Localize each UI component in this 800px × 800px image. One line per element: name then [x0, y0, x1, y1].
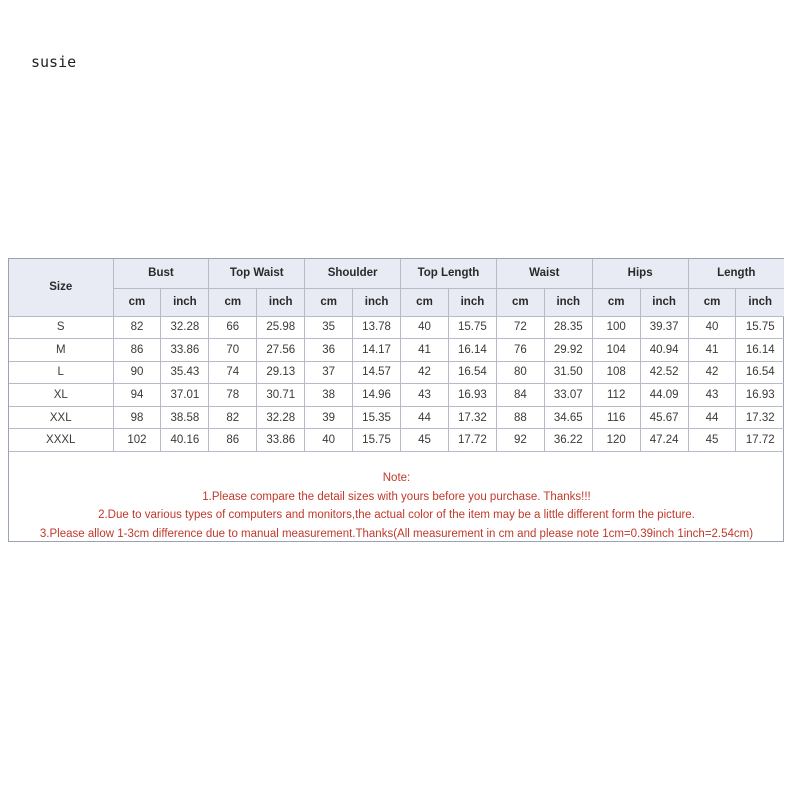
measurement-cell: 14.96 [353, 384, 401, 407]
measurement-cell: 33.07 [544, 384, 592, 407]
unit-header: inch [544, 288, 592, 316]
measurement-cell: 44 [688, 406, 736, 429]
group-header: Bust [113, 259, 209, 288]
measurement-cell: 15.75 [736, 316, 784, 339]
measurement-cell: 16.54 [448, 361, 496, 384]
measurement-cell: 43 [401, 384, 449, 407]
measurement-cell: 16.93 [736, 384, 784, 407]
measurement-cell: 13.78 [353, 316, 401, 339]
measurement-cell: 30.71 [257, 384, 305, 407]
measurement-cell: 36 [305, 339, 353, 362]
measurement-cell: 17.72 [736, 429, 784, 452]
measurement-cell: 38 [305, 384, 353, 407]
measurement-cell: 76 [496, 339, 544, 362]
measurement-cell: 35 [305, 316, 353, 339]
unit-header: inch [448, 288, 496, 316]
measurement-cell: 45 [401, 429, 449, 452]
measurement-cell: 102 [113, 429, 161, 452]
measurement-cell: 15.75 [448, 316, 496, 339]
size-cell: M [9, 339, 113, 362]
measurement-cell: 70 [209, 339, 257, 362]
measurement-cell: 45 [688, 429, 736, 452]
group-header: Top Length [401, 259, 497, 288]
notes [9, 469, 784, 543]
size-cell: S [9, 316, 113, 339]
measurement-cell: 31.50 [544, 361, 592, 384]
measurement-cell: 116 [592, 406, 640, 429]
size-cell: L [9, 361, 113, 384]
measurement-cell: 14.17 [353, 339, 401, 362]
measurement-cell: 28.35 [544, 316, 592, 339]
measurement-cell: 33.86 [161, 339, 209, 362]
measurement-cell: 27.56 [257, 339, 305, 362]
measurement-cell: 94 [113, 384, 161, 407]
measurement-cell: 108 [592, 361, 640, 384]
size-cell: XL [9, 384, 113, 407]
measurement-cell: 32.28 [161, 316, 209, 339]
measurement-cell: 40 [688, 316, 736, 339]
measurement-cell: 29.13 [257, 361, 305, 384]
measurement-cell: 104 [592, 339, 640, 362]
size-table [9, 259, 784, 452]
measurement-cell: 40.16 [161, 429, 209, 452]
unit-header: inch [257, 288, 305, 316]
table-row [9, 384, 784, 407]
unit-header: inch [640, 288, 688, 316]
measurement-cell: 42.52 [640, 361, 688, 384]
group-header: Length [688, 259, 784, 288]
measurement-cell: 78 [209, 384, 257, 407]
measurement-cell: 16.54 [736, 361, 784, 384]
measurement-cell: 43 [688, 384, 736, 407]
table-row [9, 339, 784, 362]
unit-header: cm [496, 288, 544, 316]
measurement-cell: 39.37 [640, 316, 688, 339]
measurement-cell: 47.24 [640, 429, 688, 452]
group-header: Hips [592, 259, 688, 288]
measurement-cell: 14.57 [353, 361, 401, 384]
unit-header: cm [592, 288, 640, 316]
unit-header: cm [305, 288, 353, 316]
table-row [9, 361, 784, 384]
measurement-cell: 74 [209, 361, 257, 384]
measurement-cell: 112 [592, 384, 640, 407]
measurement-cell: 35.43 [161, 361, 209, 384]
measurement-cell: 39 [305, 406, 353, 429]
measurement-cell: 37 [305, 361, 353, 384]
note-line: 1.Please compare the detail sizes with yours before you purchase. Thanks!!! [202, 490, 591, 503]
measurement-cell: 17.32 [448, 406, 496, 429]
table-row [9, 406, 784, 429]
measurement-cell: 38.58 [161, 406, 209, 429]
measurement-cell: 40 [305, 429, 353, 452]
note-line: 2.Due to various types of computers and monitors,the actual color of the item may be a little different form the picture. [98, 509, 695, 521]
measurement-cell: 98 [113, 406, 161, 429]
size-cell: XXL [9, 406, 113, 429]
measurement-cell: 15.35 [353, 406, 401, 429]
measurement-cell: 16.14 [448, 339, 496, 362]
size-rows [9, 316, 784, 452]
note-line: 3.Please allow 1-3cm difference due to manual measurement.Thanks(All measurement in cm and please note 1cm=0.39inch 1inch=2.54cm) [39, 527, 754, 540]
measurement-cell: 86 [209, 429, 257, 452]
measurement-cell: 40.94 [640, 339, 688, 362]
group-header: Top Waist [209, 259, 305, 288]
measurement-cell: 120 [592, 429, 640, 452]
unit-header: inch [736, 288, 784, 316]
measurement-cell: 16.14 [736, 339, 784, 362]
measurement-cell: 16.93 [448, 384, 496, 407]
measurement-cell: 29.92 [544, 339, 592, 362]
measurement-cell: 82 [209, 406, 257, 429]
group-header: Waist [496, 259, 592, 288]
measurement-cell: 80 [496, 361, 544, 384]
measurement-cell: 34.65 [544, 406, 592, 429]
header-row-groups [9, 259, 784, 288]
measurement-cell: 33.86 [257, 429, 305, 452]
size-cell: XXXL [9, 429, 113, 452]
measurement-cell: 88 [496, 406, 544, 429]
measurement-cell: 86 [113, 339, 161, 362]
measurement-cell: 15.75 [353, 429, 401, 452]
unit-header: cm [688, 288, 736, 316]
measurement-cell: 32.28 [257, 406, 305, 429]
measurement-cell: 72 [496, 316, 544, 339]
measurement-cell: 45.67 [640, 406, 688, 429]
measurement-cell: 44.09 [640, 384, 688, 407]
unit-header: cm [209, 288, 257, 316]
table-row [9, 429, 784, 452]
unit-header: inch [353, 288, 401, 316]
table-row [9, 316, 784, 339]
measurement-cell: 84 [496, 384, 544, 407]
unit-header: inch [161, 288, 209, 316]
measurement-cell: 17.72 [448, 429, 496, 452]
measurement-cell: 100 [592, 316, 640, 339]
measurement-cell: 90 [113, 361, 161, 384]
measurement-cell: 41 [688, 339, 736, 362]
unit-header: cm [401, 288, 449, 316]
unit-header: cm [113, 288, 161, 316]
measurement-cell: 44 [401, 406, 449, 429]
note-title: Note: [382, 472, 411, 484]
size-chart [8, 258, 784, 542]
measurement-cell: 41 [401, 339, 449, 362]
brand-name: susie [31, 53, 77, 71]
measurement-cell: 66 [209, 316, 257, 339]
measurement-cell: 37.01 [161, 384, 209, 407]
measurement-cell: 92 [496, 429, 544, 452]
measurement-cell: 17.32 [736, 406, 784, 429]
group-header: Shoulder [305, 259, 401, 288]
size-header: Size [9, 259, 113, 316]
measurement-cell: 25.98 [257, 316, 305, 339]
measurement-cell: 42 [688, 361, 736, 384]
measurement-cell: 42 [401, 361, 449, 384]
measurement-cell: 36.22 [544, 429, 592, 452]
measurement-cell: 40 [401, 316, 449, 339]
header-row-units [9, 288, 784, 316]
measurement-cell: 82 [113, 316, 161, 339]
